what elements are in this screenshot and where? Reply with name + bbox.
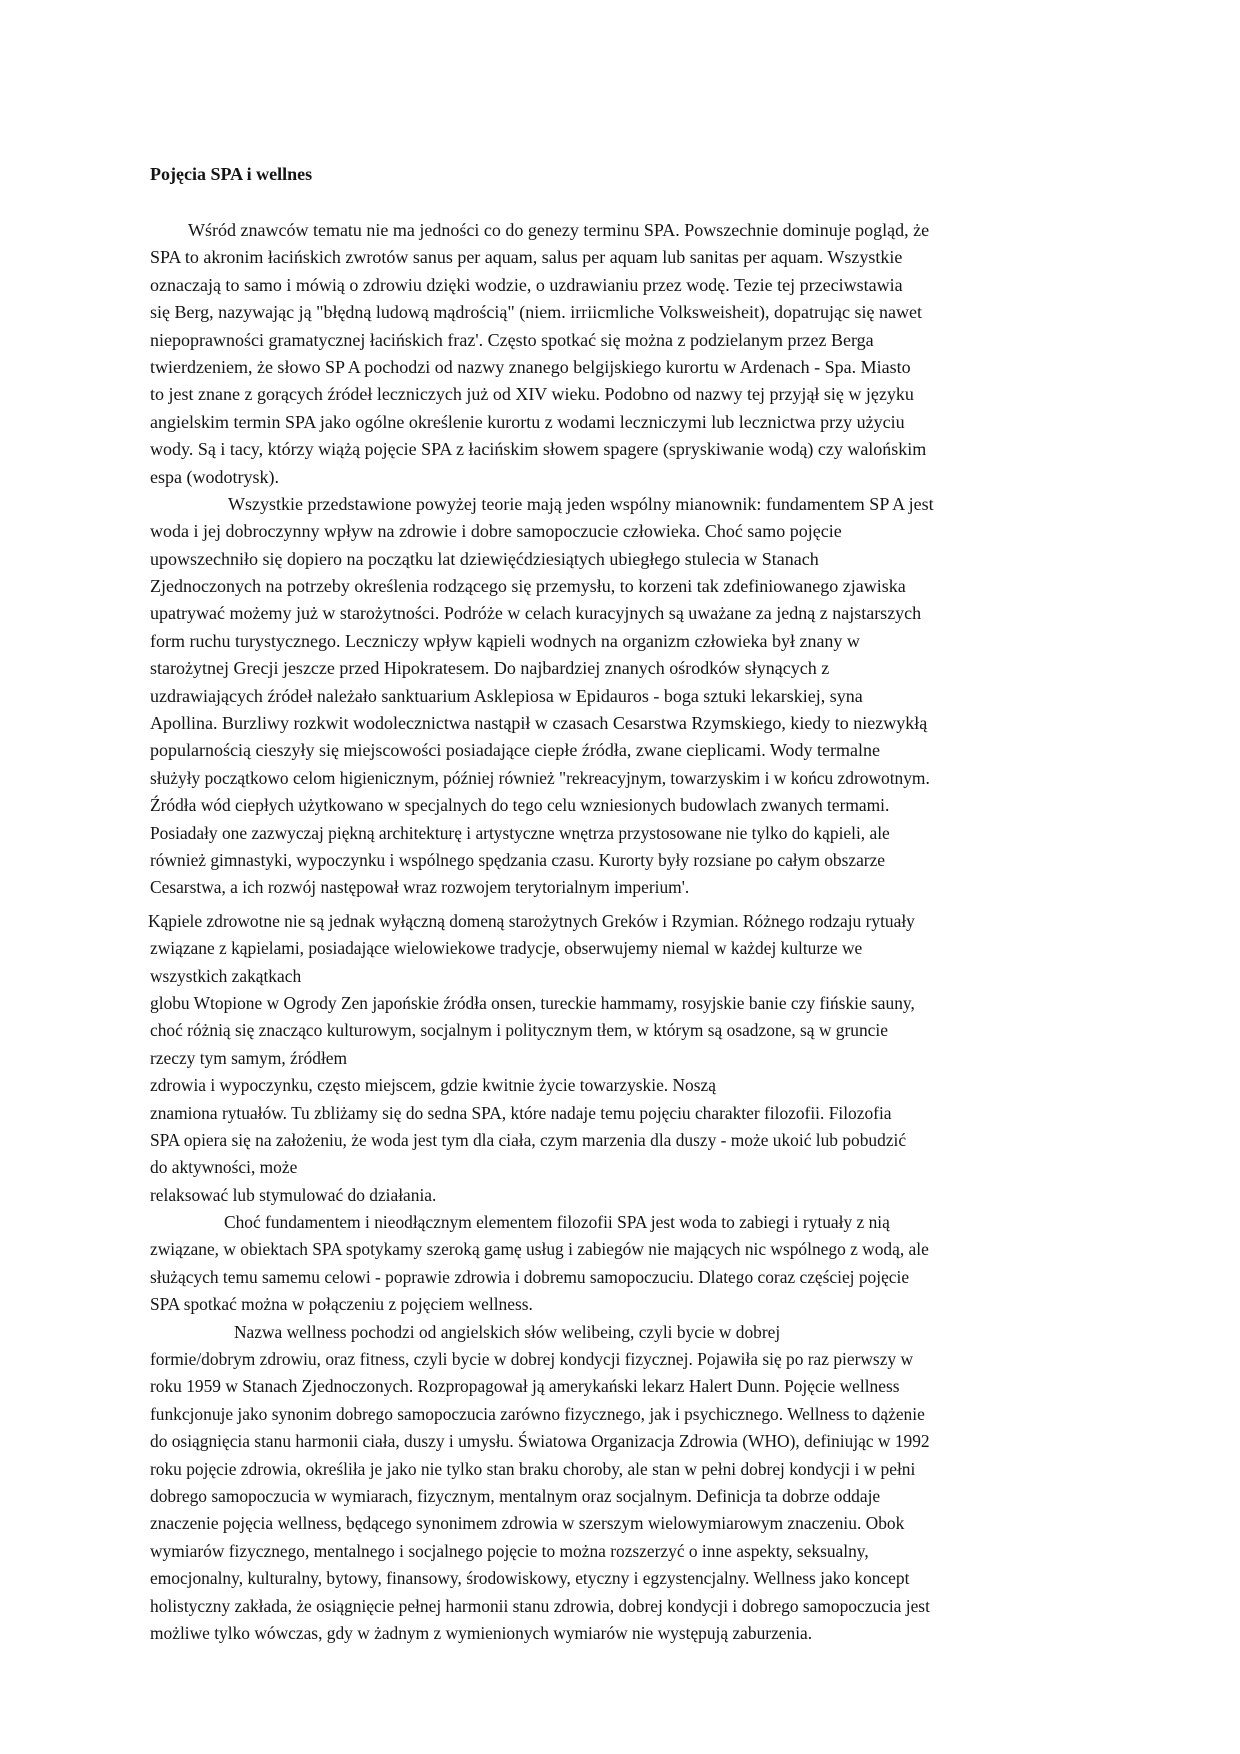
text-line: starożytnej Grecji jeszcze przed Hipokratesem. Do najbardziej znanych ośrodków słynących z (150, 658, 830, 679)
text-line: SPA spotkać można w połączeniu z pojęciem wellness. (150, 1294, 533, 1315)
text-line: angielskim termin SPA jako ogólne określenie kurortu z wodami leczniczymi lub lecznictwa przy użyciu (150, 411, 905, 432)
text-line: holistyczny zakłada, że osiągnięcie pełnej harmonii stanu zdrowia, dobrej kondycji i dobrego samopoczucia jest (150, 1595, 930, 1616)
text-line: uzdrawiających źródeł należało sanktuarium Asklepiosa w Epidauros - boga sztuki lekarskiej, syna (150, 685, 863, 706)
text-line: do aktywności, może (150, 1157, 298, 1178)
text-line: Posiadały one zazwyczaj piękną architekturę i artystyczne wnętrza przystosowane nie tylko do kąpieli, ale (150, 822, 890, 843)
text-line: do osiągnięcia stanu harmonii ciała, duszy i umysłu. Światowa Organizacja Zdrowia (WHO), definiując w 1992 (150, 1431, 930, 1452)
text-line: SPA to akronim łacińskich zwrotów sanus per aquam, salus per aquam lub sanitas per aquam. Wszystkie (150, 247, 903, 268)
text-line: również gimnastyki, wypoczynku i wspólnego spędzania czasu. Kurorty były rozsiane po całym obszarze (150, 849, 886, 870)
text-line: Źródła wód ciepłych użytkowano w specjalnych do tego celu wzniesionych budowlach zwanych termami. (150, 795, 890, 816)
text-line: zdrowia i wypoczynku, często miejscem, gdzie kwitnie życie towarzyskie. Noszą (150, 1075, 716, 1096)
text-line: rzeczy tym samym, źródłem (150, 1047, 348, 1068)
text-line: służących temu samemu celowi - poprawie zdrowia i dobremu samopoczuciu. Dlatego coraz częściej pojęcie (150, 1266, 910, 1287)
text-line: możliwe tylko wówczas, gdy w żadnym z wymienionych wymiarów nie występują zaburzenia. (150, 1622, 813, 1643)
text-line: funkcjonuje jako synonim dobrego samopoczucia zarówno fizycznego, jak i psychicznego. Wellness to dążenie (150, 1403, 925, 1424)
text-line: globu Wtopione w Ogrody Zen japońskie źródła onsen, tureckie hammamy, rosyjskie banie czy fińskie sauny, (150, 992, 915, 1013)
text-line: Cesarstwa, a ich rozwój następował wraz rozwojem terytorialnym imperium'. (150, 877, 690, 898)
text-line: relaksować lub stymulować do działania. (150, 1184, 437, 1205)
text-line: roku pojęcie zdrowia, określiła je jako nie tylko stan braku choroby, ale stan w pełni dobrej kondycji i w pełni (150, 1458, 916, 1479)
text-line: wymiarów fizycznego, mentalnego i socjalnego pojęcie to można rozszerzyć o inne aspekty, seksualny, (150, 1540, 869, 1561)
text-line: niepoprawności gramatycznej łacińskich fraz'. Często spotkać się można z podzielanym przez Berga (150, 329, 874, 350)
text-line: to jest znane z gorących źródeł leczniczych już od XIV wieku. Podobno od nazwy tej przyjął się w języku (150, 384, 914, 405)
text-line: twierdzeniem, że słowo SP A pochodzi od nazwy znanego belgijskiego kurortu w Ardenach - Spa. Miasto (150, 356, 911, 377)
text-line: związane z kąpielami, posiadające wielowiekowe tradycje, obserwujemy niemal w każdej kulturze we (150, 938, 863, 959)
text-line: Kąpiele zdrowotne nie są jednak wyłączną domeną starożytnych Greków i Rzymian. Różnego rodzaju rytuały (148, 910, 915, 931)
text-line: służyły początkowo celom higienicznym, później również "rekreacyjnym, towarzyskim i w końcu zdrowotnym. (150, 767, 930, 788)
text-line: Zjednoczonych na potrzeby określenia rodzącego się przemysłu, to korzeni tak zdefiniowanego zjawiska (150, 576, 906, 597)
text-line: upatrywać możemy już w starożytności. Podróże w celach kuracyjnych są uważane za jedną z najstarszych (150, 603, 922, 624)
text-line: dobrego samopoczucia w wymiarach, fizycznym, mentalnym oraz socjalnym. Definicja ta dobrze oddaje (150, 1485, 881, 1506)
text-line: choć różnią się znacząco kulturowym, socjalnym i politycznym tłem, w którym są osadzone, są w gruncie (150, 1020, 888, 1041)
text-line: oznaczają to samo i mówią o zdrowiu dzięki wodzie, o uzdrawianiu przez wodę. Tezie tej przeciwstawia (150, 274, 903, 295)
text-line: się Berg, nazywając ją "błędną ludową mądrością" (niem. irriicmliche Volksweisheit), dopatrując się nawet (150, 302, 922, 323)
text-line: znaczenie pojęcia wellness, będącego synonimem zdrowia w szerszym wielowymiarowym znaczeniu. Obok (150, 1513, 905, 1534)
text-line: SPA opiera się na założeniu, że woda jest tym dla ciała, czym marzenia dla duszy - może ukoić lub pobudzić (150, 1129, 907, 1150)
text-line: woda i jej dobroczynny wpływ na zdrowie i dobre samopoczucie człowieka. Choć samo pojęcie (150, 521, 842, 542)
text-line: związane, w obiektach SPA spotykamy szeroką gamę usług i zabiegów nie mających nic wspólnego z wodą, ale (150, 1239, 929, 1260)
text-line: espa (wodotrysk). (150, 466, 279, 487)
text-line: Apollina. Burzliwy rozkwit wodolecznictwa nastąpił w czasach Cesarstwa Rzymskiego, kiedy to niezwykłą (150, 713, 928, 734)
text-line: wody. Są i tacy, którzy wiążą pojęcie SPA z łacińskim słowem spagere (spryskiwanie wodą) czy walońskim (150, 439, 927, 460)
document-body (150, 217, 1095, 1647)
text-line: Wśród znawców tematu nie ma jedności co do genezy terminu SPA. Powszechnie dominuje pogląd, że (188, 220, 930, 240)
text-line: wszystkich zakątkach (150, 965, 302, 986)
text-line: roku 1959 w Stanach Zjednoczonych. Rozpropagował ją amerykański lekarz Halert Dunn. Pojęcie wellness (150, 1376, 900, 1397)
text-line: popularnością cieszyły się miejscowości posiadające ciepłe źródła, zwane cieplicami. Wody termalne (150, 740, 880, 761)
text-line: Wszystkie przedstawione powyżej teorie mają jeden wspólny mianownik: fundamentem SP A jest (228, 493, 934, 514)
text-line: Choć fundamentem i nieodłącznym elementem filozofii SPA jest woda to zabiegi i rytuały z nią (224, 1212, 890, 1233)
text-line: emocjonalny, kulturalny, bytowy, finansowy, środowiskowy, etyczny i egzystencjalny. Wellness jako koncept (150, 1568, 910, 1589)
text-line: upowszechniło się dopiero na początku lat dziewięćdziesiątych ubiegłego stulecia w Stanach (150, 548, 819, 569)
text-line: Nazwa wellness pochodzi od angielskich słów welibeing, czyli bycie w dobrej (234, 1321, 781, 1342)
text-line: znamiona rytuałów. Tu zbliżamy się do sedna SPA, które nadaje temu pojęciu charakter filozofii. Filozofia (150, 1102, 892, 1123)
text-line: form ruchu turystycznego. Leczniczy wpływ kąpieli wodnych na organizm człowieka był znany w (150, 630, 860, 651)
document-title: Pojęcia SPA i wellnes (150, 164, 313, 184)
text-line: formie/dobrym zdrowiu, oraz fitness, czyli bycie w dobrej kondycji fizycznej. Pojawiła się po raz pierwszy w (150, 1349, 914, 1370)
